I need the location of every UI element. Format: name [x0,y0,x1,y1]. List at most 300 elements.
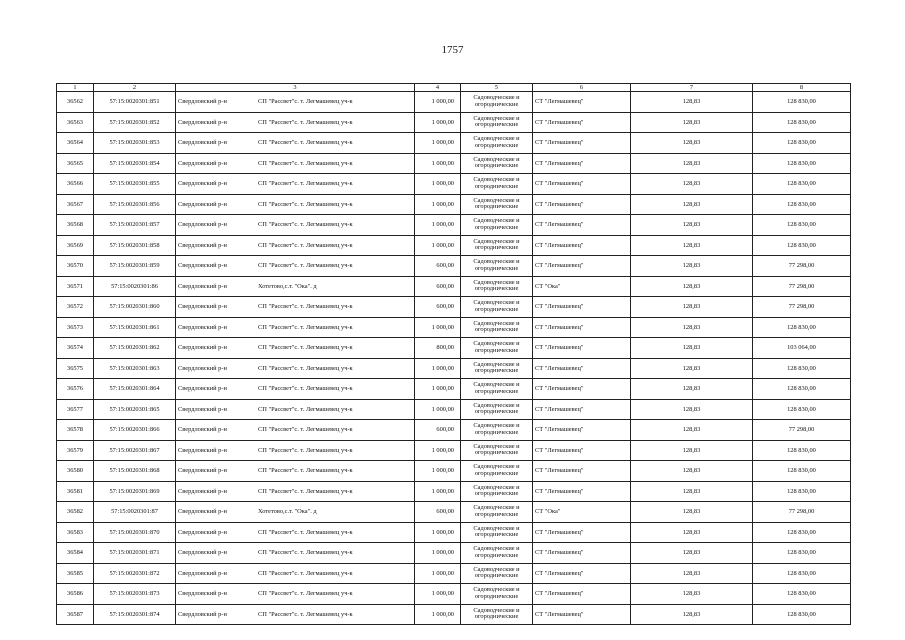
land-use-line-1: Садоводческие и [473,360,520,368]
location: СП "Рассвет"с. т. Легмашевец уч-к [258,364,353,372]
location: СП "Рассвет"с. т. Легмашевец уч-к [258,385,353,392]
district: Свердловский р-н [178,405,227,413]
cadastral-number: 57:15:0020301:867 [94,440,176,461]
location: СП "Рассвет"с. т. Легмашевец уч-к [258,262,353,269]
address-cell [176,174,415,195]
land-use-line-2: огороднические [474,408,519,416]
land-use-line-1: Садоводческие и [473,586,520,594]
land-use-line-1: Садоводческие и [473,319,520,327]
cadastral-number: 57:15:0020301:866 [94,420,176,441]
specific-value: 128,83 [631,256,753,277]
owner: СТ "Легмашевец" [533,297,631,318]
owner: СТ "Легмашевец" [533,543,631,564]
area: 1 000,00 [415,317,461,338]
row-number: 36577 [57,399,94,420]
location: СП "Рассвет"с. т. Легмашевец уч-к [258,118,353,126]
location: СП "Рассвет"с. т. Легмашевец уч-к [258,405,353,413]
specific-value: 128,83 [631,235,753,256]
area: 1 000,00 [415,481,461,502]
district: Свердловский р-н [178,549,227,556]
cadastral-number: 57:15:0020301:856 [94,194,176,215]
owner: СТ "Легмашевец" [533,174,631,195]
land-use-line-2: огороднические [474,490,519,498]
table-row [57,461,851,482]
column-header-1: 1 [57,84,94,92]
table-row [57,317,851,338]
area: 1 000,00 [415,112,461,133]
address-cell [176,522,415,543]
area: 1 000,00 [415,522,461,543]
table-row [57,194,851,215]
specific-value: 128,83 [631,440,753,461]
land-use-line-2: огороднические [474,613,519,621]
land-register-table [56,83,851,625]
cadastral-value: 77 298,00 [753,502,851,523]
district: Свердловский р-н [178,467,227,474]
land-use [461,235,533,256]
cadastral-value: 128 830,00 [753,133,851,154]
specific-value: 128,83 [631,174,753,195]
specific-value: 128,83 [631,112,753,133]
area: 600,00 [415,502,461,523]
table-row [57,92,851,113]
row-number: 36574 [57,338,94,359]
land-use-line-2: огороднические [474,285,519,293]
land-use-line-2: огороднические [474,449,519,457]
row-number: 36572 [57,297,94,318]
column-header-7: 7 [631,84,753,92]
cadastral-number: 57:15:0020301:865 [94,399,176,420]
land-use [461,153,533,174]
location: СП "Рассвет"с. т. Легмашевец уч-к [258,180,353,187]
location: СП "Рассвет"с. т. Легмашевец уч-к [258,344,353,351]
row-number: 36575 [57,358,94,379]
area: 600,00 [415,420,461,441]
land-use-line-2: огороднические [474,141,519,149]
land-use-line-1: Садоводческие и [473,422,520,430]
land-use [461,543,533,564]
address-cell [176,256,415,277]
district: Свердловский р-н [178,139,227,146]
table-row [57,440,851,461]
land-use-line-1: Садоводческие и [473,196,520,204]
cadastral-number: 57:15:0020301:87 [94,502,176,523]
land-use [461,174,533,195]
land-use-line-1: Садоводческие и [473,114,520,122]
land-use-line-1: Садоводческие и [473,217,520,225]
specific-value: 128,83 [631,399,753,420]
district: Свердловский р-н [178,262,227,269]
land-use-line-1: Садоводческие и [473,401,520,409]
land-use [461,194,533,215]
land-use-line-2: огороднические [474,469,519,477]
owner: СТ "Легмашевец" [533,584,631,605]
table-row [57,584,851,605]
row-number: 36562 [57,92,94,113]
specific-value: 128,83 [631,584,753,605]
row-number: 36585 [57,563,94,584]
address-cell [176,297,415,318]
land-use [461,440,533,461]
land-use-line-1: Садоводческие и [473,299,520,307]
specific-value: 128,83 [631,194,753,215]
cadastral-value: 103 064,00 [753,338,851,359]
district: Свердловский р-н [178,200,227,208]
table-body [57,92,851,625]
table-row [57,297,851,318]
cadastral-number: 57:15:0020301:855 [94,174,176,195]
cadastral-number: 57:15:0020301:851 [94,92,176,113]
location: СП "Рассвет"с. т. Легмашевец уч-к [258,159,353,167]
district: Свердловский р-н [178,446,227,454]
district: Свердловский р-н [178,323,227,331]
land-use [461,112,533,133]
cadastral-value: 128 830,00 [753,92,851,113]
area: 1 000,00 [415,194,461,215]
land-use [461,522,533,543]
address-cell [176,604,415,625]
cadastral-value: 77 298,00 [753,276,851,297]
cadastral-value: 128 830,00 [753,399,851,420]
address-cell [176,461,415,482]
cadastral-number: 57:15:0020301:870 [94,522,176,543]
cadastral-number: 57:15:0020301:868 [94,461,176,482]
cadastral-value: 128 830,00 [753,481,851,502]
cadastral-value: 128 830,00 [753,584,851,605]
row-number: 36568 [57,215,94,236]
land-use-line-1: Садоводческие и [473,155,520,163]
area: 1 000,00 [415,92,461,113]
row-number: 36586 [57,584,94,605]
land-use-line-1: Садоводческие и [473,135,520,143]
location: СП "Рассвет"с. т. Легмашевец уч-к [258,528,353,536]
cadastral-value: 128 830,00 [753,358,851,379]
district: Свердловский р-н [178,221,227,228]
table-row [57,276,851,297]
owner: СТ "Легмашевец" [533,522,631,543]
land-use-line-1: Садоводческие и [473,545,520,553]
column-header-6: 6 [533,84,631,92]
owner: СТ "Легмашевец" [533,92,631,113]
specific-value: 128,83 [631,543,753,564]
cadastral-value: 128 830,00 [753,153,851,174]
table-row [57,358,851,379]
land-use-line-2: огороднические [474,387,519,395]
land-use [461,379,533,400]
specific-value: 128,83 [631,215,753,236]
cadastral-number: 57:15:0020301:863 [94,358,176,379]
specific-value: 128,83 [631,379,753,400]
district: Свердловский р-н [178,344,227,351]
cadastral-value: 128 830,00 [753,174,851,195]
district: Свердловский р-н [178,487,227,495]
address-cell [176,420,415,441]
column-header-8: 8 [753,84,851,92]
cadastral-number: 57:15:0020301:857 [94,215,176,236]
area: 800,00 [415,338,461,359]
cadastral-value: 128 830,00 [753,112,851,133]
owner: СТ "Легмашевец" [533,481,631,502]
row-number: 36582 [57,502,94,523]
owner: СТ "Легмашевец" [533,215,631,236]
address-cell [176,317,415,338]
owner: СТ "Легмашевец" [533,563,631,584]
land-use [461,461,533,482]
land-use [461,399,533,420]
area: 1 000,00 [415,543,461,564]
land-use [461,358,533,379]
land-use-line-2: огороднические [474,264,519,272]
owner: СТ "Легмашевец" [533,604,631,625]
cadastral-number: 57:15:0020301:864 [94,379,176,400]
cadastral-number: 57:15:0020301:852 [94,112,176,133]
land-use-line-1: Садоводческие и [473,565,520,573]
row-number: 36570 [57,256,94,277]
specific-value: 128,83 [631,358,753,379]
owner: СТ "Легмашевец" [533,235,631,256]
district: Свердловский р-н [178,118,227,126]
district: Свердловский р-н [178,590,227,597]
address-cell [176,153,415,174]
land-use-line-2: огороднические [474,223,519,231]
cadastral-number: 57:15:0020301:861 [94,317,176,338]
cadastral-number: 57:15:0020301:858 [94,235,176,256]
location: СП "Рассвет"с. т. Легмашевец уч-к [258,323,353,331]
table-row [57,481,851,502]
address-cell [176,338,415,359]
owner: СТ "Легмашевец" [533,461,631,482]
table-row [57,174,851,195]
table-row [57,502,851,523]
table-row [57,338,851,359]
area: 1 000,00 [415,174,461,195]
owner: СТ "Ока" [533,276,631,297]
district: Свердловский р-н [178,241,227,249]
land-use-line-2: огороднические [474,367,519,375]
land-use [461,338,533,359]
cadastral-value: 128 830,00 [753,461,851,482]
address-cell [176,502,415,523]
owner: СТ "Легмашевец" [533,358,631,379]
specific-value: 128,83 [631,133,753,154]
land-use-line-2: огороднические [474,121,519,129]
address-cell [176,440,415,461]
land-use-line-2: огороднические [474,182,519,190]
location: СП "Рассвет"с. т. Легмашевец уч-к [258,610,353,618]
area: 1 000,00 [415,235,461,256]
location: Хотетово,с.т. "Ока". д [258,282,317,290]
row-number: 36573 [57,317,94,338]
land-use [461,297,533,318]
land-use [461,604,533,625]
district: Свердловский р-н [178,569,227,577]
specific-value: 128,83 [631,604,753,625]
row-number: 36576 [57,379,94,400]
land-use-line-1: Садоводческие и [473,483,520,491]
location: СП "Рассвет"с. т. Легмашевец уч-к [258,569,353,577]
area: 1 000,00 [415,399,461,420]
land-use-line-2: огороднические [474,510,519,518]
land-use [461,563,533,584]
owner: СТ "Легмашевец" [533,338,631,359]
owner: СТ "Легмашевец" [533,112,631,133]
land-use-line-1: Садоводческие и [473,442,520,450]
land-use-line-1: Садоводческие и [473,237,520,245]
district: Свердловский р-н [178,159,227,167]
location: Хотетово,с.т. "Ока". д [258,508,317,515]
specific-value: 128,83 [631,153,753,174]
cadastral-value: 128 830,00 [753,440,851,461]
area: 1 000,00 [415,379,461,400]
area: 600,00 [415,256,461,277]
district: Свердловский р-н [178,426,227,433]
address-cell [176,584,415,605]
row-number: 36581 [57,481,94,502]
address-cell [176,92,415,113]
specific-value: 128,83 [631,563,753,584]
cadastral-number: 57:15:0020301:86 [94,276,176,297]
table-row [57,563,851,584]
owner: СТ "Легмашевец" [533,194,631,215]
table-row [57,215,851,236]
land-use-line-1: Садоводческие и [473,504,520,512]
address-cell [176,563,415,584]
area: 1 000,00 [415,358,461,379]
owner: СТ "Ока" [533,502,631,523]
cadastral-value: 128 830,00 [753,563,851,584]
land-use-line-1: Садоводческие и [473,524,520,532]
address-cell [176,215,415,236]
row-number: 36580 [57,461,94,482]
address-cell [176,379,415,400]
table-row [57,112,851,133]
land-use [461,133,533,154]
district: Свердловский р-н [178,98,227,105]
table-header-row [57,84,851,92]
location: СП "Рассвет"с. т. Легмашевец уч-к [258,590,353,597]
row-number: 36587 [57,604,94,625]
cadastral-number: 57:15:0020301:871 [94,543,176,564]
table-row [57,256,851,277]
land-use-line-1: Садоводческие и [473,606,520,614]
address-cell [176,481,415,502]
cadastral-value: 128 830,00 [753,522,851,543]
location: СП "Рассвет"с. т. Легмашевец уч-к [258,426,353,433]
land-use-line-1: Садоводческие и [473,176,520,184]
land-use-line-2: огороднические [474,162,519,170]
specific-value: 128,83 [631,461,753,482]
area: 1 000,00 [415,133,461,154]
land-use-line-1: Садоводческие и [473,340,520,348]
address-cell [176,399,415,420]
cadastral-value: 77 298,00 [753,256,851,277]
address-cell [176,235,415,256]
cadastral-number: 57:15:0020301:874 [94,604,176,625]
land-use [461,276,533,297]
cadastral-value: 128 830,00 [753,194,851,215]
land-use-line-2: огороднические [474,244,519,252]
land-use-line-2: огороднические [474,326,519,334]
location: СП "Рассвет"с. т. Легмашевец уч-к [258,549,353,556]
location: СП "Рассвет"с. т. Легмашевец уч-к [258,200,353,208]
land-use [461,481,533,502]
owner: СТ "Легмашевец" [533,153,631,174]
land-use-line-2: огороднические [474,305,519,313]
location: СП "Рассвет"с. т. Легмашевец уч-к [258,241,353,249]
row-number: 36569 [57,235,94,256]
page-number: 1757 [441,44,464,56]
owner: СТ "Легмашевец" [533,256,631,277]
land-use [461,317,533,338]
district: Свердловский р-н [178,508,227,515]
area: 1 000,00 [415,153,461,174]
area: 1 000,00 [415,215,461,236]
district: Свердловский р-н [178,282,227,290]
area: 1 000,00 [415,461,461,482]
land-use-line-2: огороднические [474,203,519,211]
location: СП "Рассвет"с. т. Легмашевец уч-к [258,303,353,310]
district: Свердловский р-н [178,180,227,187]
land-use-line-2: огороднические [474,551,519,559]
area: 1 000,00 [415,563,461,584]
specific-value: 128,83 [631,502,753,523]
land-use-line-1: Садоводческие и [473,258,520,266]
row-number: 36563 [57,112,94,133]
cadastral-number: 57:15:0020301:872 [94,563,176,584]
land-use-line-2: огороднические [474,531,519,539]
area: 1 000,00 [415,440,461,461]
cadastral-number: 57:15:0020301:859 [94,256,176,277]
row-number: 36584 [57,543,94,564]
land-use-line-1: Садоводческие и [473,463,520,471]
location: СП "Рассвет"с. т. Легмашевец уч-к [258,139,353,146]
cadastral-number: 57:15:0020301:873 [94,584,176,605]
owner: СТ "Легмашевец" [533,317,631,338]
district: Свердловский р-н [178,528,227,536]
table-row [57,604,851,625]
address-cell [176,276,415,297]
column-header-2: 2 [94,84,176,92]
row-number: 36579 [57,440,94,461]
table-row [57,235,851,256]
owner: СТ "Легмашевец" [533,379,631,400]
location: СП "Рассвет"с. т. Легмашевец уч-к [258,446,353,454]
cadastral-value: 128 830,00 [753,604,851,625]
district: Свердловский р-н [178,610,227,618]
land-use-line-1: Садоводческие и [473,278,520,286]
table-row [57,153,851,174]
cadastral-value: 77 298,00 [753,297,851,318]
land-use [461,420,533,441]
address-cell [176,133,415,154]
cadastral-value: 128 830,00 [753,379,851,400]
table-row [57,420,851,441]
row-number: 36567 [57,194,94,215]
specific-value: 128,83 [631,276,753,297]
specific-value: 128,83 [631,92,753,113]
row-number: 36564 [57,133,94,154]
cadastral-value: 77 298,00 [753,420,851,441]
specific-value: 128,83 [631,420,753,441]
table-row [57,399,851,420]
cadastral-number: 57:15:0020301:853 [94,133,176,154]
specific-value: 128,83 [631,481,753,502]
land-use-line-2: огороднические [474,592,519,600]
column-header-5: 5 [461,84,533,92]
owner: СТ "Легмашевец" [533,399,631,420]
row-number: 36566 [57,174,94,195]
owner: СТ "Легмашевец" [533,133,631,154]
